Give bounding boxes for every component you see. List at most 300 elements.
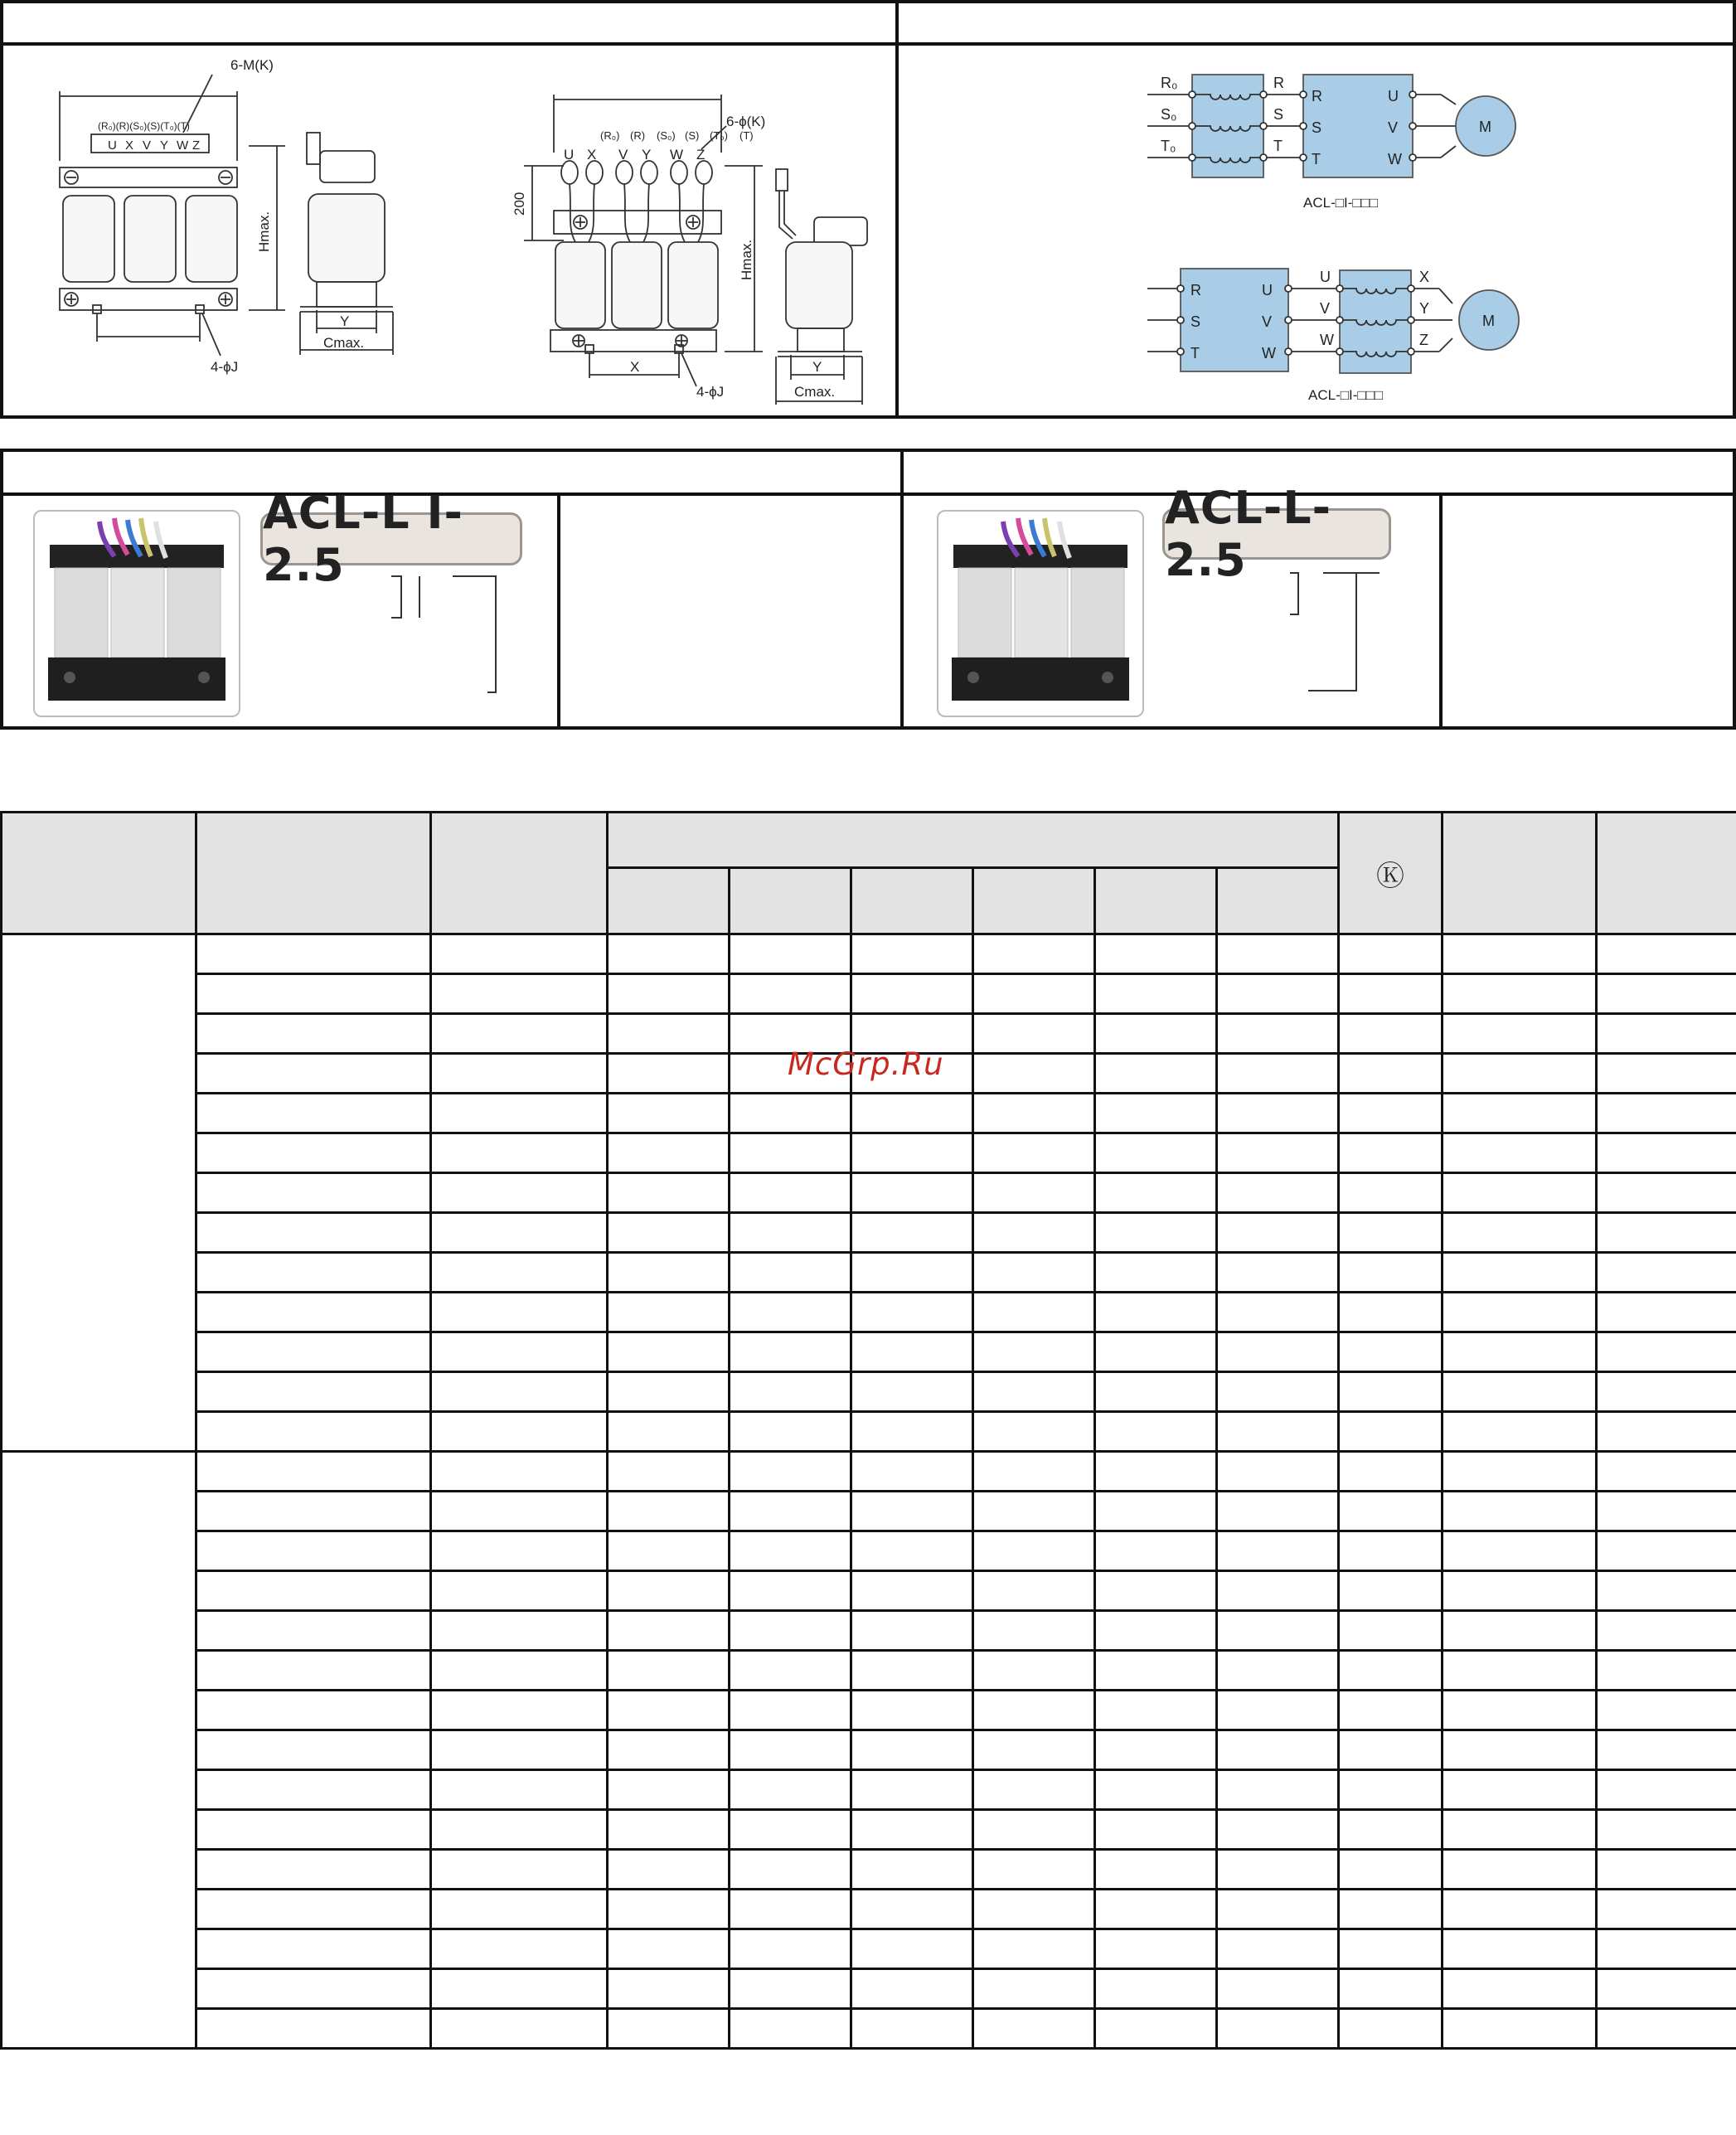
reactor-out-t: T xyxy=(1273,138,1283,154)
table-cell xyxy=(851,1611,973,1651)
table-cell xyxy=(196,1452,431,1492)
table-cell xyxy=(1443,1492,1597,1531)
table-cell xyxy=(608,1770,730,1810)
header-cell xyxy=(2,813,196,934)
table-cell xyxy=(196,1054,431,1094)
table-cell xyxy=(431,1173,608,1213)
table-row xyxy=(2,1571,1736,1611)
table-cell xyxy=(1217,1969,1339,2009)
table-cell xyxy=(1597,1133,1736,1173)
table-cell xyxy=(1217,1014,1339,1054)
table-row xyxy=(2,1173,1736,1213)
table-row xyxy=(2,1929,1736,1969)
table-cell xyxy=(431,934,608,974)
table-cell xyxy=(608,2009,730,2049)
reactor-out-s: S xyxy=(1273,106,1284,123)
out-inverter-out-u: U xyxy=(1262,282,1273,298)
table-cell xyxy=(973,1293,1095,1332)
table-cell xyxy=(1095,1810,1217,1850)
table-cell xyxy=(1095,1850,1217,1890)
header-subcell xyxy=(973,868,1095,934)
x-label-right: X xyxy=(630,359,640,375)
table-row xyxy=(2,1691,1736,1730)
table-cell xyxy=(1217,1094,1339,1133)
table-cell xyxy=(431,1929,608,1969)
table-row xyxy=(2,1770,1736,1810)
table-cell xyxy=(1443,1691,1597,1730)
table-cell xyxy=(431,1730,608,1770)
table-cell xyxy=(1443,2009,1597,2049)
table-cell xyxy=(1597,1014,1736,1054)
table-cell xyxy=(851,1293,973,1332)
table-row xyxy=(2,1810,1736,1850)
table-cell xyxy=(1339,2009,1443,2049)
table-cell xyxy=(851,1850,973,1890)
table-cell xyxy=(196,1094,431,1133)
table-cell xyxy=(1095,1094,1217,1133)
table-cell xyxy=(431,1969,608,2009)
table-cell xyxy=(196,1133,431,1173)
table-cell xyxy=(730,1810,851,1850)
table-cell xyxy=(196,1730,431,1770)
table-cell xyxy=(1443,1452,1597,1492)
table-cell xyxy=(1339,1492,1443,1531)
table-cell xyxy=(973,1929,1095,1969)
table-cell xyxy=(1095,2009,1217,2049)
table-cell xyxy=(1217,1810,1339,1850)
table-cell xyxy=(851,1173,973,1213)
terminal-w-right: W xyxy=(670,147,684,163)
table-cell xyxy=(1217,1332,1339,1372)
table-cell xyxy=(1597,1929,1736,1969)
table-cell xyxy=(608,1094,730,1133)
table-cell xyxy=(431,1412,608,1452)
dimension-drawing xyxy=(3,3,899,419)
table-cell xyxy=(1217,1253,1339,1293)
table-row xyxy=(2,1293,1736,1332)
table-cell xyxy=(1339,1213,1443,1253)
table-cell xyxy=(973,1213,1095,1253)
table-cell xyxy=(730,1969,851,2009)
table-cell xyxy=(1597,1890,1736,1929)
inverter-in-s: S xyxy=(1312,119,1322,136)
table-cell xyxy=(196,1691,431,1730)
table-cell xyxy=(1597,1531,1736,1571)
table-cell xyxy=(608,934,730,974)
table-cell xyxy=(608,1253,730,1293)
table-cell xyxy=(973,1332,1095,1372)
table-cell xyxy=(1597,1213,1736,1253)
table-cell xyxy=(1339,1850,1443,1890)
line-t0: T₀ xyxy=(1161,138,1176,154)
table-cell xyxy=(1095,1770,1217,1810)
table-cell xyxy=(1443,1094,1597,1133)
table-cell xyxy=(851,1770,973,1810)
table-cell xyxy=(1339,1173,1443,1213)
table-cell xyxy=(1217,1133,1339,1173)
table-row xyxy=(2,1969,1736,2009)
terminal-v-right: V xyxy=(618,147,628,163)
table-cell xyxy=(1597,974,1736,1014)
table-cell xyxy=(851,1691,973,1730)
table-cell xyxy=(1443,1412,1597,1452)
table-cell xyxy=(1095,934,1217,974)
out-reactor-in-w: W xyxy=(1320,332,1334,348)
table-cell xyxy=(1217,1213,1339,1253)
table-cell xyxy=(1095,1492,1217,1531)
lead-marker-s: (S) xyxy=(685,129,700,142)
table-cell xyxy=(608,1571,730,1611)
table-cell xyxy=(431,1332,608,1372)
table-row xyxy=(2,1133,1736,1173)
terminal-v: V xyxy=(143,138,152,153)
table-cell xyxy=(973,1492,1095,1531)
table-cell xyxy=(431,1571,608,1611)
table-cell xyxy=(973,1173,1095,1213)
inverter-in-r: R xyxy=(1312,88,1322,104)
table-cell xyxy=(1597,1691,1736,1730)
motor-label-input: M xyxy=(1479,119,1491,135)
table-cell xyxy=(730,934,851,974)
table-cell xyxy=(608,1929,730,1969)
header-subcell xyxy=(1217,868,1339,934)
table-cell xyxy=(1597,1293,1736,1332)
table-cell xyxy=(730,1293,851,1332)
table-cell xyxy=(973,1452,1095,1492)
table-cell xyxy=(196,1651,431,1691)
table-cell xyxy=(1095,1253,1217,1293)
table-cell xyxy=(1443,1611,1597,1651)
table-cell xyxy=(973,1412,1095,1452)
line-s0: S₀ xyxy=(1161,106,1177,123)
table-cell xyxy=(1597,1571,1736,1611)
table-cell xyxy=(1095,1452,1217,1492)
terminal-k-symbol: Ⓚ xyxy=(1376,859,1404,893)
terminal-z: Z xyxy=(192,138,201,153)
inverter-in-t: T xyxy=(1312,151,1321,167)
table-cell xyxy=(608,1054,730,1094)
table-cell xyxy=(1597,1173,1736,1213)
terminal-x-right: X xyxy=(587,147,597,163)
table-cell xyxy=(1597,1730,1736,1770)
table-cell xyxy=(196,974,431,1014)
table-cell xyxy=(608,1452,730,1492)
height-label-right: Hmax. xyxy=(739,239,754,280)
out-inverter-in-s: S xyxy=(1190,313,1201,330)
table-cell xyxy=(431,1094,608,1133)
table-cell xyxy=(730,1213,851,1253)
table-cell xyxy=(1217,974,1339,1014)
table-cell xyxy=(851,934,973,974)
table-cell xyxy=(1339,1969,1443,2009)
table-cell xyxy=(608,1969,730,2009)
input-model-code-brackets xyxy=(376,568,542,701)
table-cell xyxy=(608,1133,730,1173)
table-cell xyxy=(1339,1571,1443,1611)
table-cell xyxy=(196,1332,431,1372)
table-cell xyxy=(608,1014,730,1054)
table-cell xyxy=(1443,1133,1597,1173)
table-cell xyxy=(1597,1651,1736,1691)
header-cell xyxy=(431,813,608,934)
table-cell xyxy=(851,1372,973,1412)
table-cell xyxy=(1095,1730,1217,1770)
wiring-panel xyxy=(895,0,1736,419)
table-cell xyxy=(1597,1452,1736,1492)
table-cell xyxy=(196,1213,431,1253)
table-cell xyxy=(1095,1571,1217,1611)
table-cell xyxy=(608,1332,730,1372)
table-cell xyxy=(851,1452,973,1492)
table-cell xyxy=(1217,1571,1339,1611)
table-cell xyxy=(196,1850,431,1890)
table-cell xyxy=(973,1850,1095,1890)
line-r0: R₀ xyxy=(1161,75,1178,91)
table-cell xyxy=(431,1691,608,1730)
terminal-x: X xyxy=(125,138,134,153)
table-cell xyxy=(1597,1770,1736,1810)
table-cell xyxy=(730,1173,851,1213)
inverter-out-u: U xyxy=(1388,88,1399,104)
table-cell xyxy=(1443,1890,1597,1929)
table-cell xyxy=(1339,1452,1443,1492)
table-cell xyxy=(1339,1094,1443,1133)
hole-label-right: 6-ϕ(K) xyxy=(726,114,766,129)
table-cell xyxy=(1339,1770,1443,1810)
table-cell xyxy=(973,1651,1095,1691)
lead-marker-r0: (R₀) xyxy=(600,129,620,142)
table-cell xyxy=(730,1531,851,1571)
header-subcell xyxy=(851,868,973,934)
table-cell xyxy=(1095,1293,1217,1332)
table-cell xyxy=(608,1531,730,1571)
dimension-panel xyxy=(0,0,899,419)
table-cell xyxy=(431,974,608,1014)
table-cell xyxy=(730,1412,851,1452)
table-cell xyxy=(1095,1014,1217,1054)
output-model-panel xyxy=(900,449,1736,730)
c-label-right: Cmax. xyxy=(794,384,836,400)
table-cell xyxy=(1217,1691,1339,1730)
table-cell xyxy=(1217,1054,1339,1094)
table-cell xyxy=(1217,1452,1339,1492)
table-cell xyxy=(196,1969,431,2009)
table-cell xyxy=(1217,1770,1339,1810)
table-cell xyxy=(1339,1014,1443,1054)
table-cell xyxy=(1443,1770,1597,1810)
table-cell xyxy=(1095,1173,1217,1213)
table-cell xyxy=(196,1810,431,1850)
table-cell xyxy=(973,1969,1095,2009)
table-cell xyxy=(1443,1810,1597,1850)
table-cell xyxy=(1597,1492,1736,1531)
header-subcell xyxy=(730,868,851,934)
table-row xyxy=(2,1850,1736,1890)
table-cell xyxy=(973,1014,1095,1054)
table-row xyxy=(2,934,1736,974)
table-cell xyxy=(1217,1412,1339,1452)
table-cell xyxy=(851,974,973,1014)
watermark: McGrp.Ru xyxy=(788,1046,944,1082)
table-row xyxy=(2,1094,1736,1133)
table-cell xyxy=(1095,1651,1217,1691)
table-cell xyxy=(608,974,730,1014)
table-cell xyxy=(1095,1213,1217,1253)
table-cell xyxy=(1443,1253,1597,1293)
table-cell xyxy=(608,1691,730,1730)
table-cell xyxy=(431,1293,608,1332)
table-cell xyxy=(1339,1929,1443,1969)
table-cell xyxy=(730,1372,851,1412)
hole-label-bottom: 4-ϕJ xyxy=(696,384,725,400)
table-cell xyxy=(851,1332,973,1372)
group-cell xyxy=(2,934,196,1452)
table-row xyxy=(2,1611,1736,1651)
table-cell xyxy=(730,1094,851,1133)
table-cell xyxy=(196,1890,431,1929)
table-cell xyxy=(973,1372,1095,1412)
table-row xyxy=(2,1890,1736,1929)
table-cell xyxy=(851,1253,973,1293)
table-cell xyxy=(730,1770,851,1810)
table-cell xyxy=(1443,1929,1597,1969)
out-reactor-out-z: Z xyxy=(1419,332,1428,348)
table-cell xyxy=(1339,1810,1443,1850)
table-cell xyxy=(1443,1332,1597,1372)
table-cell xyxy=(196,1293,431,1332)
table-cell xyxy=(1217,1293,1339,1332)
table-cell xyxy=(1217,1492,1339,1531)
table-cell xyxy=(1339,1531,1443,1571)
height-label-left: Hmax. xyxy=(256,211,272,252)
table-cell xyxy=(196,1770,431,1810)
table-cell xyxy=(1095,1372,1217,1412)
table-cell xyxy=(608,1730,730,1770)
out-reactor-in-v: V xyxy=(1320,300,1331,317)
table-cell xyxy=(431,1611,608,1651)
table-cell xyxy=(730,1929,851,1969)
table-row xyxy=(2,1332,1736,1372)
table-cell xyxy=(851,2009,973,2049)
y-label-left: Y xyxy=(340,313,350,329)
table-cell xyxy=(730,1133,851,1173)
table-cell xyxy=(973,1571,1095,1611)
table-cell xyxy=(973,1730,1095,1770)
input-model-code: ACL-L I-2.5 xyxy=(260,512,522,565)
table-cell xyxy=(431,1054,608,1094)
table-row xyxy=(2,1730,1736,1770)
out-reactor-out-x: X xyxy=(1419,269,1430,285)
table-cell xyxy=(196,1531,431,1571)
spec-table xyxy=(0,811,1736,2050)
lead-marker-s0: (S₀) xyxy=(657,129,676,142)
terminal-w: W xyxy=(177,138,189,153)
table-cell xyxy=(851,1969,973,2009)
table-cell xyxy=(1217,2009,1339,2049)
table-cell xyxy=(1217,1651,1339,1691)
table-cell xyxy=(608,1850,730,1890)
table-cell xyxy=(1095,1133,1217,1173)
table-cell xyxy=(1597,1332,1736,1372)
spec-table-body xyxy=(2,934,1736,2049)
table-cell xyxy=(608,1611,730,1651)
table-cell xyxy=(431,1133,608,1173)
output-caption: ACL-□I-□□□ xyxy=(1308,387,1384,403)
wiring-diagram xyxy=(899,3,1736,419)
mount-label: 6-M(K) xyxy=(230,57,274,73)
table-cell xyxy=(730,1651,851,1691)
table-cell xyxy=(1597,1611,1736,1651)
out-inverter-in-t: T xyxy=(1190,345,1200,361)
table-cell xyxy=(608,1810,730,1850)
table-row xyxy=(2,2009,1736,2049)
table-cell xyxy=(608,1492,730,1531)
terminal-y-right: Y xyxy=(642,147,652,163)
table-cell xyxy=(1217,1929,1339,1969)
table-row xyxy=(2,1531,1736,1571)
table-cell xyxy=(431,1531,608,1571)
table-cell xyxy=(1095,1412,1217,1452)
table-cell xyxy=(851,1531,973,1571)
terminal-u: U xyxy=(108,138,117,153)
table-cell xyxy=(608,1173,730,1213)
table-cell xyxy=(851,1929,973,1969)
out-inverter-out-v: V xyxy=(1262,313,1273,330)
group-cell xyxy=(2,1452,196,2049)
table-cell xyxy=(1217,1611,1339,1651)
table-cell xyxy=(431,1014,608,1054)
input-model-divider xyxy=(557,496,560,730)
table-cell xyxy=(1095,1611,1217,1651)
table-cell xyxy=(973,1054,1095,1094)
table-cell xyxy=(431,1810,608,1850)
table-cell xyxy=(730,974,851,1014)
table-cell xyxy=(1443,1571,1597,1611)
input-reactor-photo xyxy=(33,510,240,717)
terminal-markers: (R₀)(R)(S₀)(S)(T₀)(T) xyxy=(98,120,190,132)
table-cell xyxy=(973,1531,1095,1571)
table-cell xyxy=(431,1850,608,1890)
table-cell xyxy=(973,1691,1095,1730)
table-cell xyxy=(1217,1372,1339,1412)
table-cell xyxy=(1443,974,1597,1014)
header-symbol-cell xyxy=(1339,813,1443,934)
table-cell xyxy=(1095,1531,1217,1571)
table-cell xyxy=(1339,1372,1443,1412)
table-cell xyxy=(196,1372,431,1412)
table-cell xyxy=(1443,1054,1597,1094)
table-cell xyxy=(431,1253,608,1293)
table-cell xyxy=(608,1651,730,1691)
lead-marker-t: (T) xyxy=(739,129,754,142)
table-row xyxy=(2,1372,1736,1412)
table-cell xyxy=(730,1730,851,1770)
table-cell xyxy=(973,2009,1095,2049)
table-cell xyxy=(730,1890,851,1929)
table-cell xyxy=(608,1372,730,1412)
table-cell xyxy=(1443,1730,1597,1770)
out-inverter-in-r: R xyxy=(1190,282,1201,298)
table-cell xyxy=(1597,1054,1736,1094)
table-cell xyxy=(851,1213,973,1253)
y-label-right: Y xyxy=(812,359,822,375)
table-cell xyxy=(1443,1850,1597,1890)
table-cell xyxy=(196,2009,431,2049)
header-cell xyxy=(1597,813,1736,934)
lead-marker-r: (R) xyxy=(630,129,646,142)
table-cell xyxy=(196,1929,431,1969)
table-cell xyxy=(1095,1691,1217,1730)
